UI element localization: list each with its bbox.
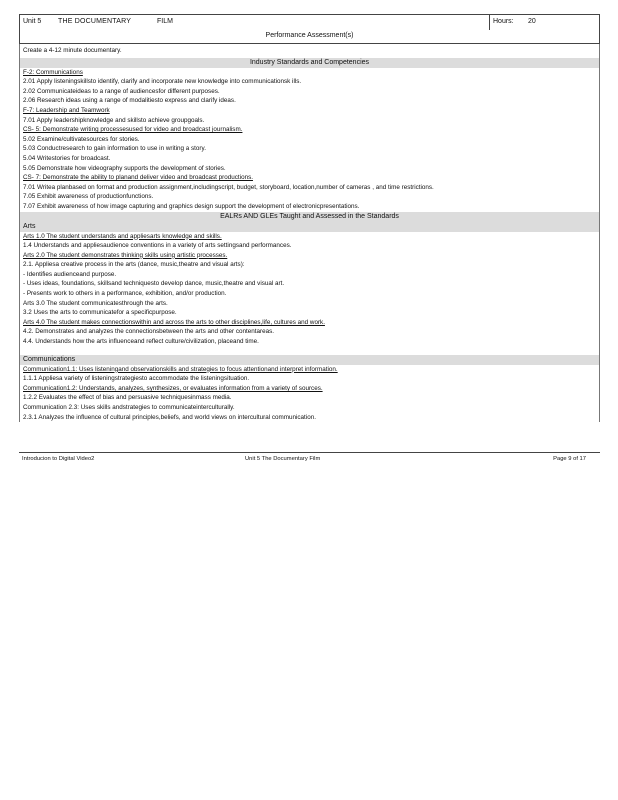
communications-standards-list xyxy=(19,365,600,423)
standard-line: 7.05 Exhibit awareness of productionfunctions. xyxy=(23,193,154,201)
standard-line: Arts 2.0 The student demonstrates thinking skills using artistic processes. xyxy=(23,251,228,259)
footer-unit-title: Unit 5 The Documentary Film xyxy=(245,456,321,462)
standard-line: Communication1.2: Understands, analyzes, synthesizes, or evaluates information from a variety of sources. xyxy=(23,384,323,392)
arts-standards-list xyxy=(19,232,600,347)
ealrs-heading: EALRs AND GLEs Taught and Assessed in the Standards xyxy=(19,212,600,222)
performance-assessment-heading: Performance Assessment(s) xyxy=(265,32,354,39)
arts-heading: Arts xyxy=(19,222,600,232)
standard-line: 5.02 Examine/cultivatesources for stories. xyxy=(23,135,140,143)
standard-line: 1.2.2 Evaluates the effect of bias and persuasive techniquesinmass media. xyxy=(23,394,232,402)
standard-line: 4.2. Demonstrates and analyzes the connectionsbetween the arts and other contentareas. xyxy=(23,328,274,336)
hours-label: Hours: xyxy=(493,18,514,25)
standard-line: F-2: Communications xyxy=(23,68,83,76)
standard-line: 2.01 Apply listeningskillsto identify, clarify and incorporate new knowledge into communicationsk ills. xyxy=(23,78,302,86)
standard-line: CS- 7: Demonstrate the ability to planand deliver video and broadcast productions. xyxy=(23,174,253,182)
standard-line: 5.05 Demonstrate how videography supports the development of stories. xyxy=(23,164,226,172)
hours-value: 20 xyxy=(528,18,536,25)
standard-line: 3.2 Uses the arts to communicatefor a specificpurpose. xyxy=(23,309,177,317)
standard-line: Communication 2.3: Uses skills andstrategies to communicateinterculturally. xyxy=(23,404,235,411)
footer-page-number: Page 9 of 17 xyxy=(553,456,586,462)
standard-line: - Presents work to others in a performance, exhibition, and/or production. xyxy=(23,290,227,298)
standard-line: Communication1.1: Uses listeningand observationskills and strategies to focus attentionand interpret information. xyxy=(23,365,338,373)
standard-line: 5.03 Conductresearch to gain information to use in writing a story. xyxy=(23,145,206,153)
standard-line: 2.1. Appliesa creative process in the arts (dance, music,theatre and visual arts): xyxy=(23,261,245,269)
spacer xyxy=(19,347,600,355)
standard-line: - Identifies audienceand purpose. xyxy=(23,270,117,278)
standard-line: 7.01 Writea planbased on format and production assignment,includingscript, budget, storyboard, location,number of cameras , and time restrictions. xyxy=(23,183,434,191)
page-footer xyxy=(19,452,600,466)
standard-line: Arts 3.0 The student communicatesthrough the arts. xyxy=(23,299,168,307)
unit-title: THE DOCUMENTARY xyxy=(58,18,132,25)
standard-line: 4.4. Understands how the arts influenceand reflect culture/civilization, placeand time. xyxy=(23,338,259,346)
standard-line: 1.1.1 Appliesa variety of listeningstrategiesto accommodate the listeningsituation. xyxy=(23,375,250,383)
intro-frame xyxy=(19,44,600,58)
document-page xyxy=(19,14,600,422)
unit-header xyxy=(19,14,600,44)
unit-title-film: FILM xyxy=(157,18,173,25)
unit-number: Unit 5 xyxy=(23,18,42,25)
standard-line: CS- 5: Demonstrate writing processesused for video and broadcast journalism. xyxy=(23,126,243,134)
communications-heading: Communications xyxy=(19,355,600,365)
standard-line: Arts 4.0 The student makes connectionswithin and across the arts to other disciplines,life, cultures and work. xyxy=(23,318,325,326)
standard-line: 2.06 Research ideas using a range of modalitiesto express and clarify ideas. xyxy=(23,97,236,105)
footer-course-title: Introducion to Digital Video2 xyxy=(22,456,95,462)
standard-line: 5.04 Writestories for broadcast. xyxy=(23,154,111,162)
hours-box xyxy=(489,15,602,30)
industry-standards-list xyxy=(19,68,600,212)
standard-line: Arts 1.0 The student understands and appliesarts knowledge and skills. xyxy=(23,232,222,240)
standard-line: 2.3.1 Analyzes the influence of cultural principles,beliefs, and world views on intercultural communication. xyxy=(23,413,316,421)
intro-text: Create a 4-12 minute documentary. xyxy=(23,47,122,54)
standard-line: - Uses ideas, foundations, skillsand techniquesto develop dance, music,theatre and visual art. xyxy=(23,280,285,288)
industry-standards-heading: Industry Standards and Competencies xyxy=(19,58,600,68)
standard-line: 7.07 Exhibit awareness of how image capturing and graphics design support the development of electronicpresentations. xyxy=(23,202,360,210)
standard-line: 7.01 Apply leadershipknowledge and skillsto achieve groupgoals. xyxy=(23,116,205,124)
standard-line: 2.02 Communicateideas to a range of audiencesfor different purposes. xyxy=(23,87,220,95)
standard-line: F-7: Leadership and Teamwork xyxy=(23,106,110,114)
standard-line: 1.4 Understands and appliesaudience conventions in a variety of arts settingsand performances. xyxy=(23,242,292,250)
